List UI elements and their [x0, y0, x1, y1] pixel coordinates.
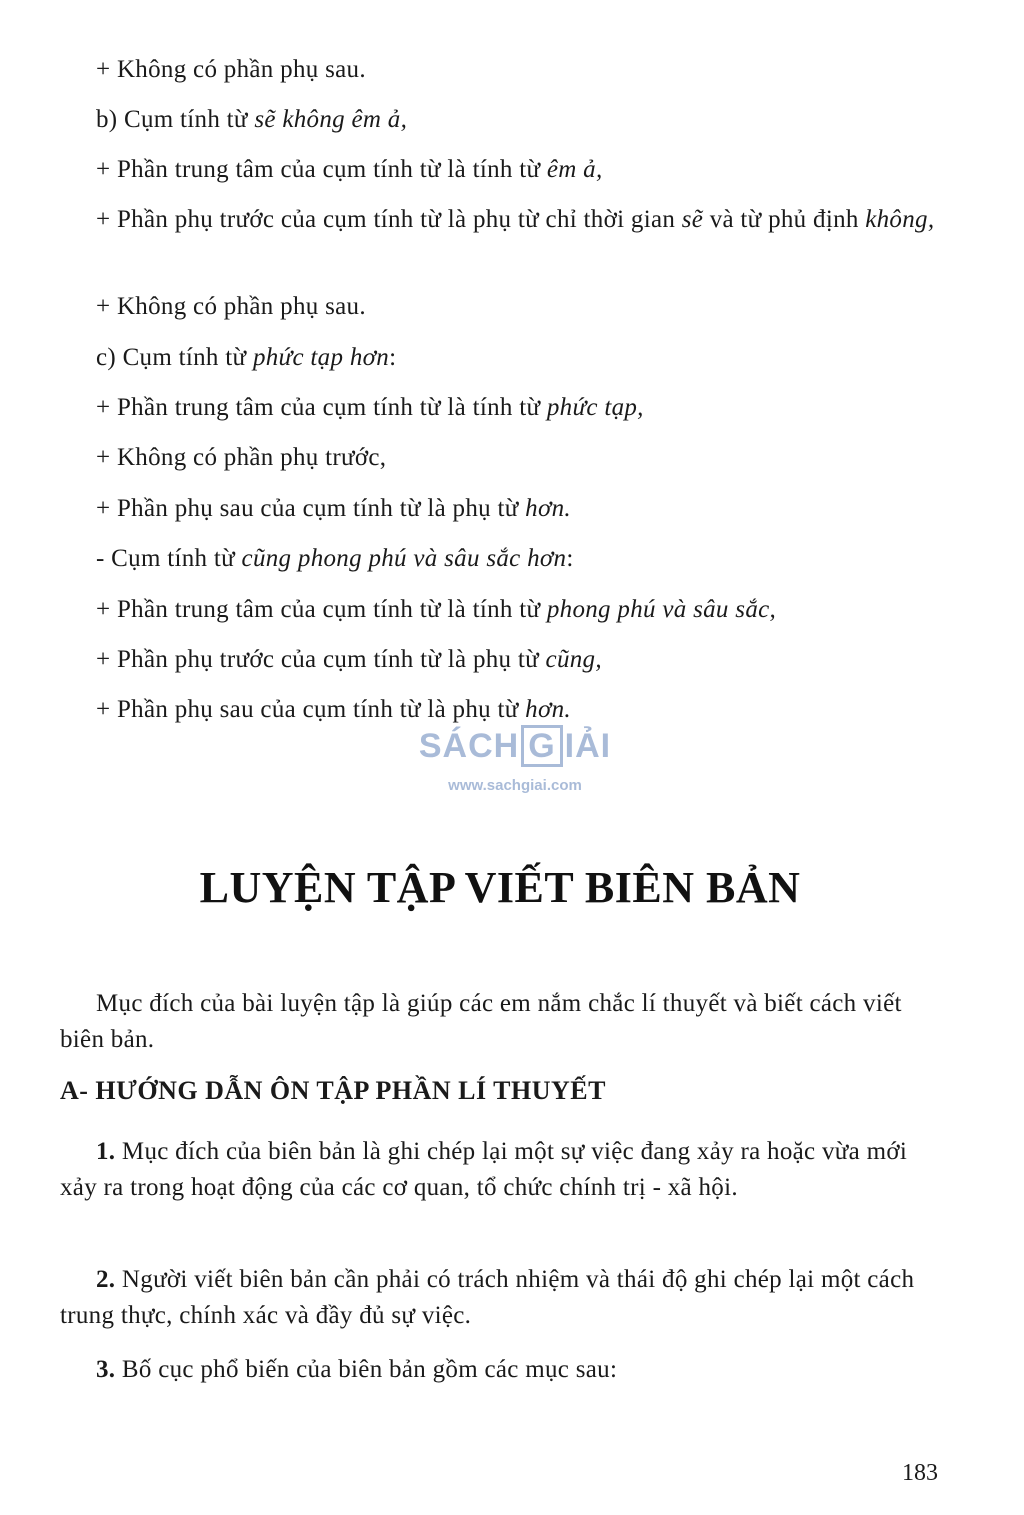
section-heading: A- HƯỚNG DẪN ÔN TẬP PHẦN LÍ THUYẾT: [60, 1076, 606, 1105]
text-span: + Phần phụ trước của cụm tính từ là phụ từ: [96, 646, 546, 673]
watermark-logo-left: SÁCH: [418, 727, 520, 765]
text-line: [96, 693, 571, 727]
text-span: c) Cụm tính từ: [96, 344, 253, 371]
text-span: + Phần trung tâm của cụm tính từ là tính từ: [96, 156, 547, 183]
text-line: [96, 643, 602, 677]
text-span: + Phần phụ sau của cụm tính từ là phụ từ: [96, 696, 526, 723]
italic-span: êm ả,: [546, 156, 603, 183]
text-span: - Cụm tính từ: [96, 545, 242, 572]
italic-span: sẽ không êm ả,: [254, 106, 408, 133]
text-span: và từ phủ định: [703, 206, 866, 233]
italic-span: hơn.: [525, 495, 571, 522]
text-line: [96, 492, 571, 526]
italic-span: sẽ: [681, 206, 704, 233]
italic-span: cũng,: [545, 646, 602, 673]
text-span: b) Cụm tính từ: [96, 106, 255, 133]
italic-span: hơn.: [525, 696, 571, 723]
text-span: + Phần phụ trước của cụm tính từ là phụ từ chỉ thời gian: [96, 206, 682, 233]
list-item: [60, 1352, 945, 1388]
italic-span: phức tạp,: [546, 394, 644, 421]
italic-span: không,: [865, 206, 935, 233]
text-line: + Không có phần phụ trước,: [96, 444, 387, 471]
watermark-logo: [410, 725, 620, 767]
text-span: + Phần trung tâm của cụm tính từ là tính từ: [96, 394, 547, 421]
text-line: [96, 391, 644, 425]
page-number: 183: [902, 1460, 938, 1486]
text-span: :: [566, 545, 574, 572]
text-line: [96, 153, 603, 187]
item-number: 1.: [96, 1138, 116, 1165]
item-text: Người viết biên bản cần phải có trách nhiệm và thái độ ghi chép lại một cách trung thực, chính xác và đầy đủ sự việc.: [60, 1266, 915, 1329]
item-number: 2.: [96, 1266, 116, 1293]
watermark: [410, 725, 620, 794]
text-line: + Không có phần phụ sau.: [96, 56, 366, 83]
text-paragraph: [60, 202, 945, 238]
italic-span: phong phú và sâu sắc,: [546, 596, 777, 623]
italic-span: cũng phong phú và sâu sắc hơn: [241, 545, 567, 572]
section-title: LUYỆN TẬP VIẾT BIÊN BẢN: [199, 863, 801, 912]
item-text: Bố cục phổ biến của biên bản gồm các mục sau:: [115, 1356, 618, 1383]
text-span: + Phần trung tâm của cụm tính từ là tính từ: [96, 596, 547, 623]
text-span: :: [389, 344, 397, 371]
watermark-logo-mark: G: [521, 725, 562, 767]
item-text: Mục đích của biên bản là ghi chép lại một sự việc đang xảy ra hoặc vừa mới xảy ra trong hoạt động của các cơ quan, tổ chức chính trị - xã hội.: [60, 1138, 908, 1201]
text-line: [96, 341, 396, 375]
text-line: [96, 103, 407, 137]
watermark-url: www.sachgiai.com: [448, 777, 582, 794]
item-number: 3.: [96, 1356, 116, 1383]
list-item: [60, 1134, 945, 1206]
intro-paragraph: Mục đích của bài luyện tập là giúp các em nắm chắc lí thuyết và biết cách viết biên bản.: [60, 990, 902, 1053]
text-line: + Không có phần phụ sau.: [96, 293, 366, 320]
text-span: + Phần phụ sau của cụm tính từ là phụ từ: [96, 495, 526, 522]
text-line: [96, 542, 574, 576]
text-line: [96, 593, 776, 627]
list-item: [60, 1262, 945, 1334]
italic-span: phức tạp hơn: [252, 344, 390, 371]
watermark-logo-right: IẢI: [564, 727, 612, 765]
